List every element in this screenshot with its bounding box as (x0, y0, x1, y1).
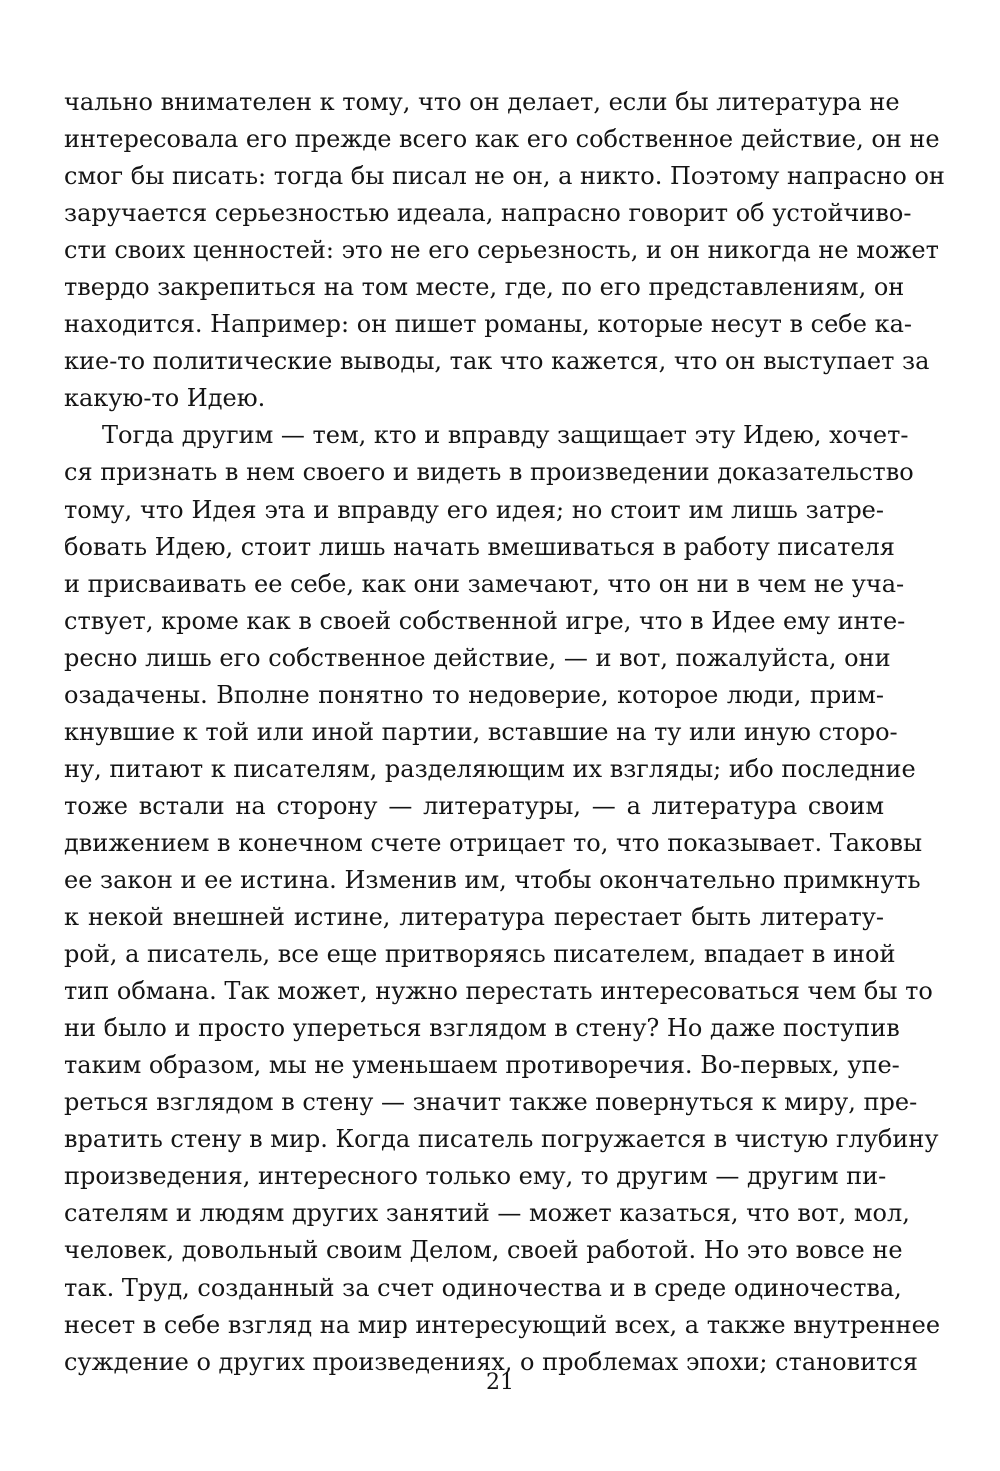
text-line: произведения, интересного только ему, то другим — другим пи- (64, 1162, 887, 1191)
text-line: озадачены. Вполне понятно то недоверие, которое люди, прим- (64, 680, 884, 709)
text-line: тип обмана. Так может, нужно перестать интересоваться чем бы то (64, 977, 933, 1006)
text-line: ся признать в нем своего и видеть в произведении доказательство (64, 458, 914, 487)
page-number: 21 (486, 1370, 514, 1395)
text-line: кнувшие к той или иной партии, вставшие на ту или иную сторо- (64, 717, 898, 746)
body-text (64, 84, 945, 1381)
text-line: человек, довольный своим Делом, своей работой. Но это вовсе не (64, 1236, 903, 1265)
text-line: ресно лишь его собственное действие, — и вот, пожалуйста, они (64, 643, 891, 672)
text-line: ствует, кроме как в своей собственной игре, что в Идее ему инте- (64, 606, 906, 635)
text-line: рой, а писатель, все еще притворяясь писателем, впадает в иной (64, 940, 896, 969)
text-line: так. Труд, созданный за счет одиночества и в среде одиночества, (64, 1273, 902, 1302)
text-line: ну, питают к писателям, разделяющим их взгляды; ибо последние (64, 754, 916, 783)
text-line: кие-то политические выводы, так что кажется, что он выступает за (64, 347, 930, 376)
text-line: сателям и людям других занятий — может казаться, что вот, мол, (64, 1199, 910, 1228)
text-line: реться взглядом в стену — значит также повернуться к миру, пре- (64, 1088, 918, 1117)
text-line: бовать Идею, стоит лишь начать вмешиваться в работу писателя (64, 532, 895, 561)
text-line: и присваивать ее себе, как они замечают, что он ни в чем не уча- (64, 569, 905, 598)
text-line: какую-то Идею. (64, 384, 266, 413)
text-line: ее закон и ее истина. Изменив им, чтобы окончательно примкнуть (64, 865, 921, 894)
text-line: к некой внешней истине, литература перестает быть литерату- (64, 903, 884, 932)
paragraph-2 (64, 417, 941, 1380)
text-line: заручается серьезностью идеала, напрасно говорит об устойчиво- (64, 199, 912, 228)
text-line: находится. Например: он пишет романы, которые несут в себе ка- (64, 310, 912, 339)
text-line: таким образом, мы не уменьшаем противоречия. Во-первых, упе- (64, 1051, 900, 1080)
text-line: смог бы писать: тогда бы писал не он, а никто. Поэтому напрасно он (64, 162, 945, 191)
paragraph-1 (64, 84, 945, 417)
text-line: тому, что Идея эта и вправду его идея; но стоит им лишь затре- (64, 495, 884, 524)
text-line: твердо закрепиться на том месте, где, по его представлениям, он (64, 273, 905, 302)
text-line: чально внимателен к тому, что он делает, если бы литература не (64, 88, 900, 116)
text-line: тоже встали на сторону — литературы, — а литература своим (64, 791, 884, 820)
text-line: ни было и просто упереться взглядом в стену? Но даже поступив (64, 1014, 900, 1043)
text-line: суждение о других произведениях, о проблемах эпохи; становится (64, 1347, 918, 1376)
text-line: вратить стену в мир. Когда писатель погружается в чистую глубину (64, 1125, 939, 1154)
text-line: несет в себе взгляд на мир интересующий всех, а также внутреннее (64, 1310, 941, 1339)
text-line: движением в конечном счете отрицает то, что показывает. Таковы (64, 828, 923, 857)
text-line: интересовала его прежде всего как его собственное действие, он не (64, 125, 940, 154)
text-line: сти своих ценностей: это не его серьезность, и он никогда не может (64, 236, 939, 265)
text-line: Тогда другим — тем, кто и вправду защищает эту Идею, хочет- (102, 421, 909, 450)
